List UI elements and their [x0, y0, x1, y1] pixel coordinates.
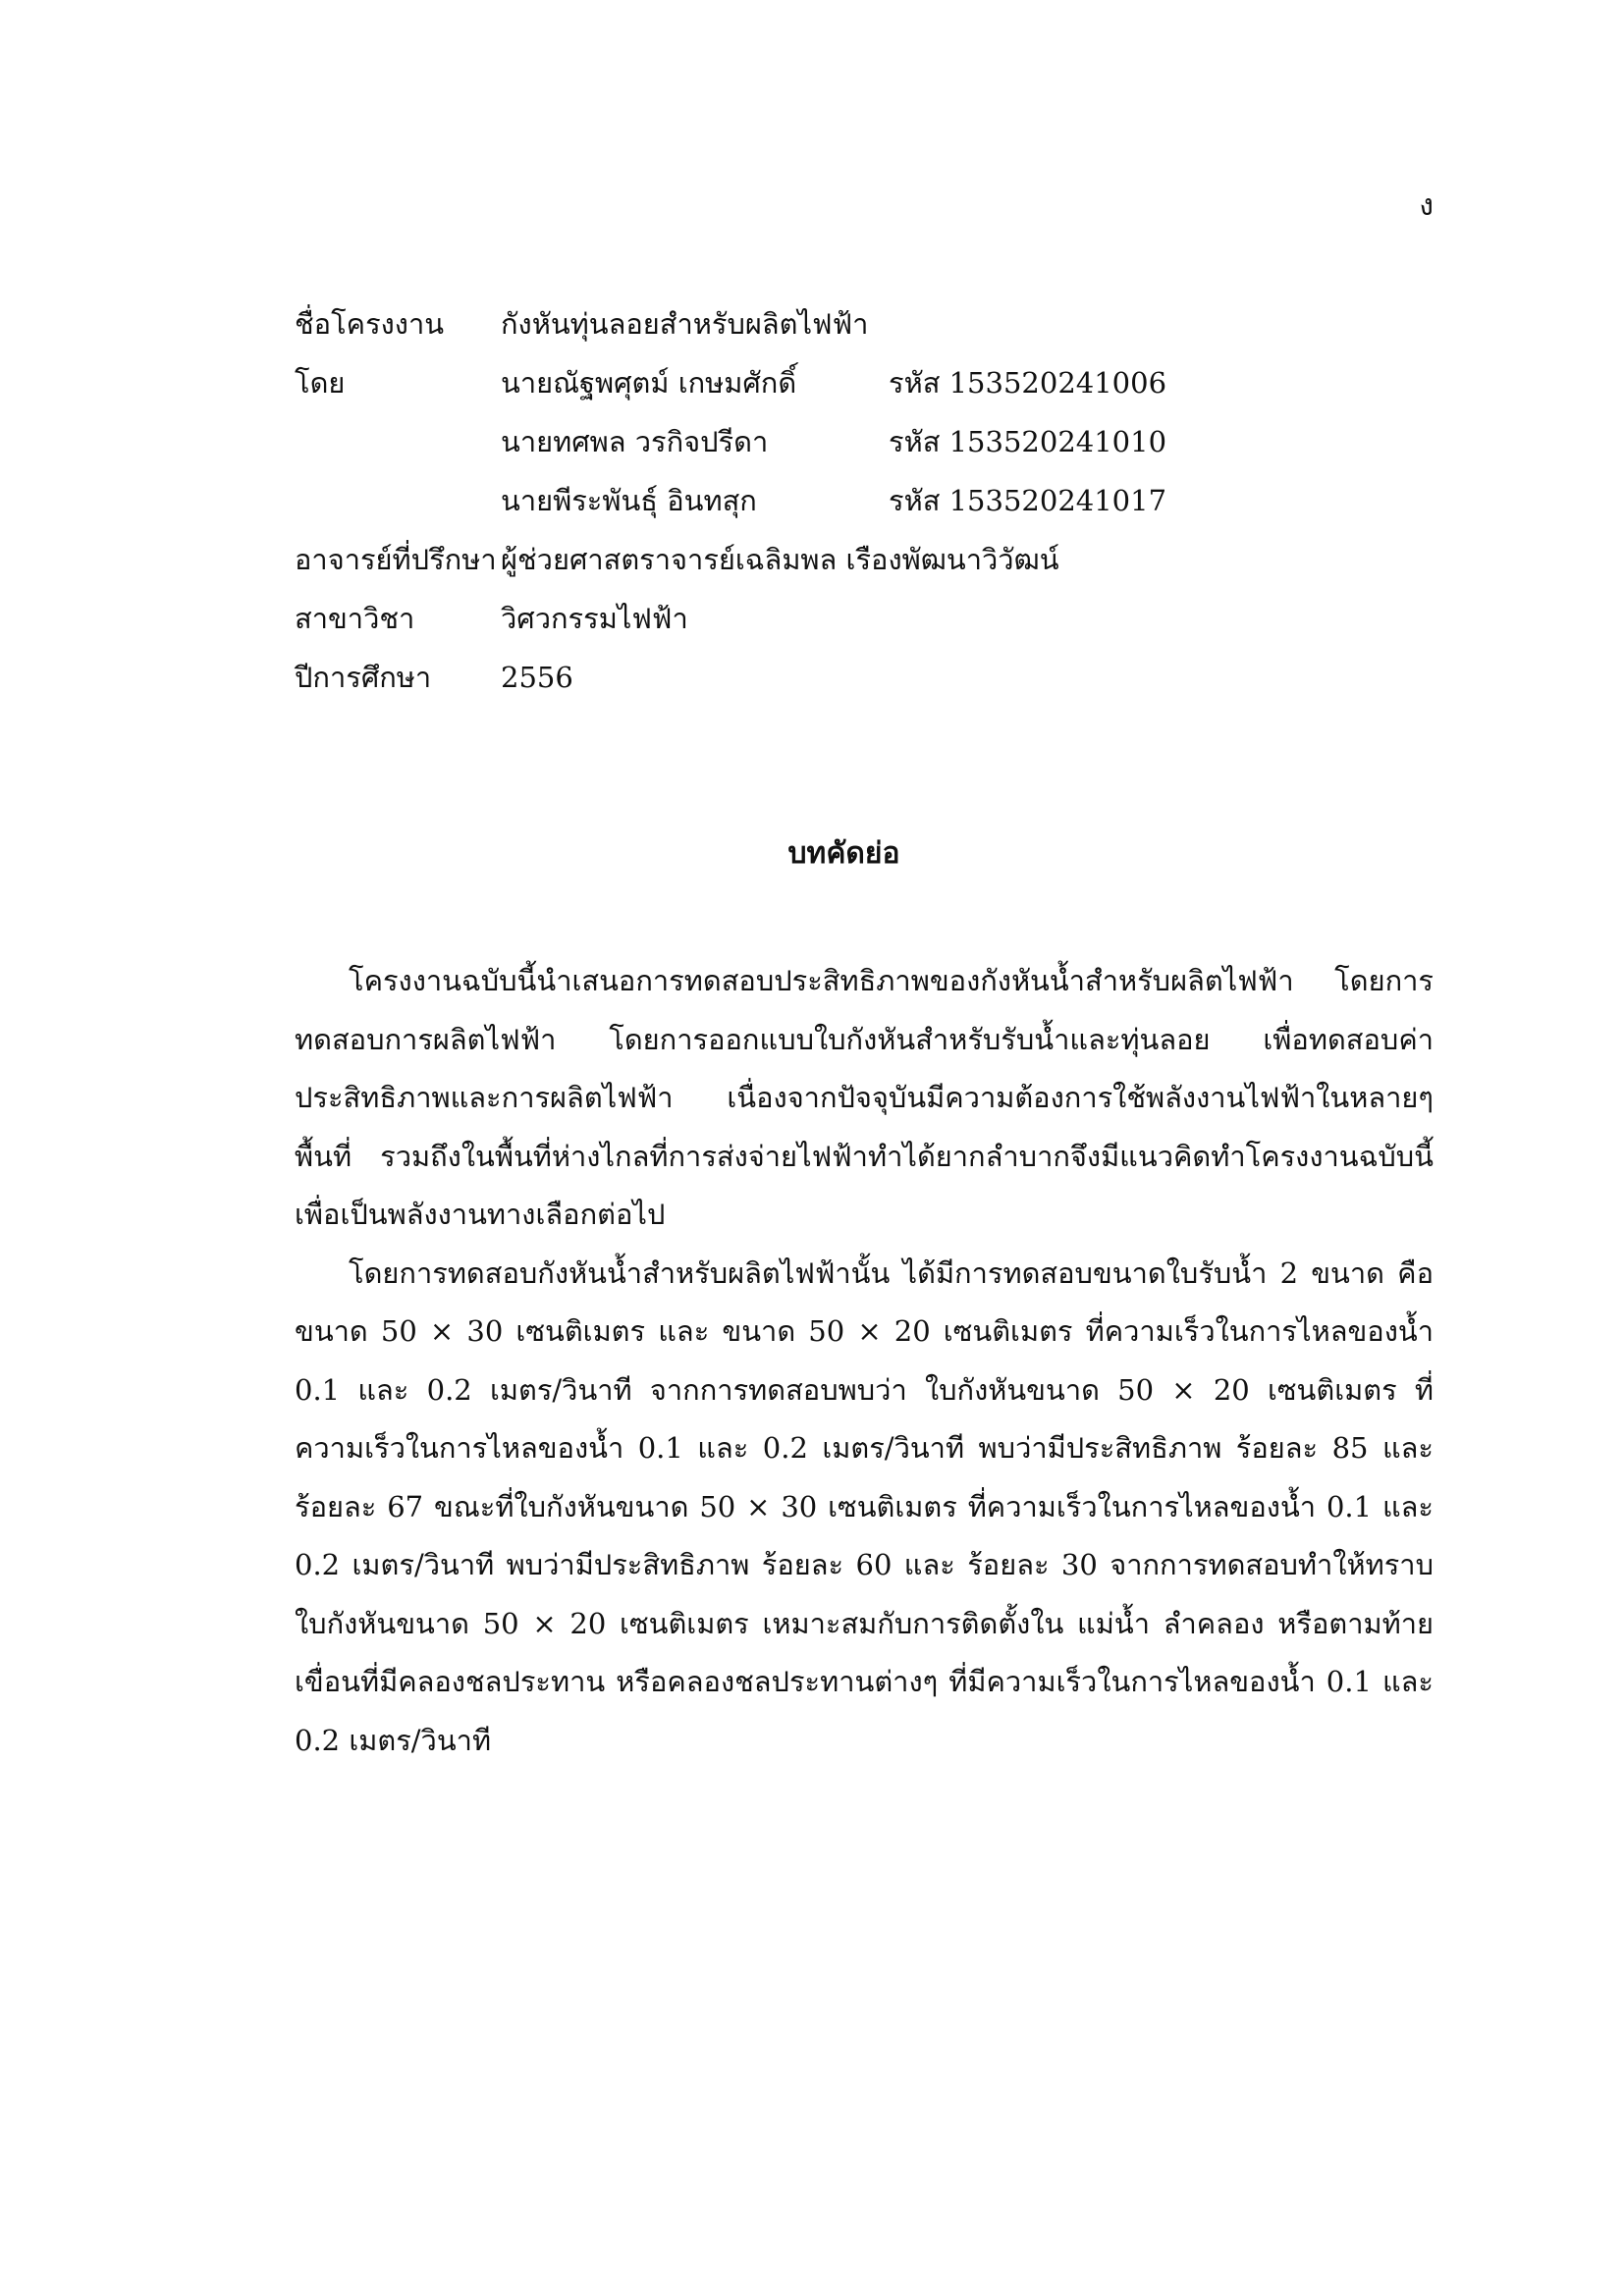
project-title-row: [295, 294, 1434, 353]
author-code: รหัส 153520241017: [889, 484, 1167, 517]
author-row: [295, 412, 1434, 471]
major-value: วิศวกรรมไฟฟ้า: [501, 602, 688, 635]
author-row: [295, 353, 1434, 412]
major-label: สาขาวิชา: [295, 602, 415, 635]
abstract-title: บทคัดย่อ: [787, 836, 900, 871]
author-row: [295, 471, 1434, 530]
abstract-paragraph: โครงงานฉบับนี้นำเสนอการทดสอบประสิทธิภาพของกังหันน้ำสำหรับผลิตไฟฟ้า โดยการทดสอบการผลิตไฟฟ้า โดยการออกแบบใบกังหันสำหรับรับน้ำและทุ่นลอย เพื่อทดสอบค่าประสิทธิภาพและการผลิตไฟฟ้า เนื่องจากปัจจุบันมีความต้องการใช้พลังงานไฟฟ้าในหลายๆพื้นที่ รวมถึงในพื้นที่ห่างไกลที่การส่งจ่ายไฟฟ้าทำได้ยากลำบากจึงมีแนวคิดทำโครงงานฉบับนี้เพื่อเป็นพลังงานทางเลือกต่อไป: [295, 964, 1434, 1231]
major-row: [295, 589, 1434, 648]
author-name: นายทศพล วรกิจปรีดา: [501, 425, 769, 458]
abstract-paragraph: โดยการทดสอบกังหันน้ำสำหรับผลิตไฟฟ้านั้น ได้มีการทดสอบขนาดใบรับน้ำ 2 ขนาด คือ ขนาด 50 × 30 เซนติเมตร และ ขนาด 50 × 20 เซนติเมตร ที่ความเร็วในการไหลของน้ำ 0.1 และ 0.2 เมตร/วินาที จากการทดสอบพบว่า ใบกังหันขนาด 50 × 20 เซนติเมตร ที่ความเร็วในการไหลของน้ำ 0.1 และ 0.2 เมตร/วินาที พบว่ามีประสิทธิภาพ ร้อยละ 85 และ ร้อยละ 67 ขณะที่ใบกังหันขนาด 50 × 30 เซนติเมตร ที่ความเร็วในการไหลของน้ำ 0.1 และ 0.2 เมตร/วินาที พบว่ามีประสิทธิภาพ ร้อยละ 60 และ ร้อยละ 30 จากการทดสอบทำให้ทราบใบกังหันขนาด 50 × 20 เซนติเมตร เหมาะสมกับการติดตั้งใน แม่น้ำ ลำคลอง หรือตามท้ายเขื่อนที่มีคลองชลประทาน หรือคลองชลประทานต่างๆ ที่มีความเร็วในการไหลของน้ำ 0.1 และ 0.2 เมตร/วินาที: [295, 1255, 1434, 1757]
author-code: รหัส 153520241006: [889, 366, 1167, 400]
academic-year-value: 2556: [501, 661, 573, 694]
project-info: [295, 294, 1434, 707]
author-code: รหัส 153520241010: [889, 425, 1167, 458]
by-label: โดย: [295, 366, 346, 400]
abstract-body: [295, 952, 1434, 1770]
page-number: ง: [1419, 188, 1434, 223]
author-name: นายพีระพันธุ์ อินทสุก: [501, 484, 757, 517]
academic-year-label: ปีการศึกษา: [295, 661, 432, 694]
project-title-label: ชื่อโครงงาน: [295, 307, 445, 341]
academic-year-row: [295, 648, 1434, 707]
project-title-value: กังหันทุ่นลอยสำหรับผลิตไฟฟ้า: [501, 307, 869, 341]
author-name: นายณัฐพศุตม์ เกษมศักดิ์: [501, 366, 797, 400]
advisor-value: ผู้ช่วยศาสตราจารย์เฉลิมพล เรืองพัฒนาวิวัฒน์: [501, 543, 1059, 576]
advisor-label: อาจารย์ที่ปรึกษา: [295, 543, 497, 576]
advisor-row: [295, 530, 1434, 589]
